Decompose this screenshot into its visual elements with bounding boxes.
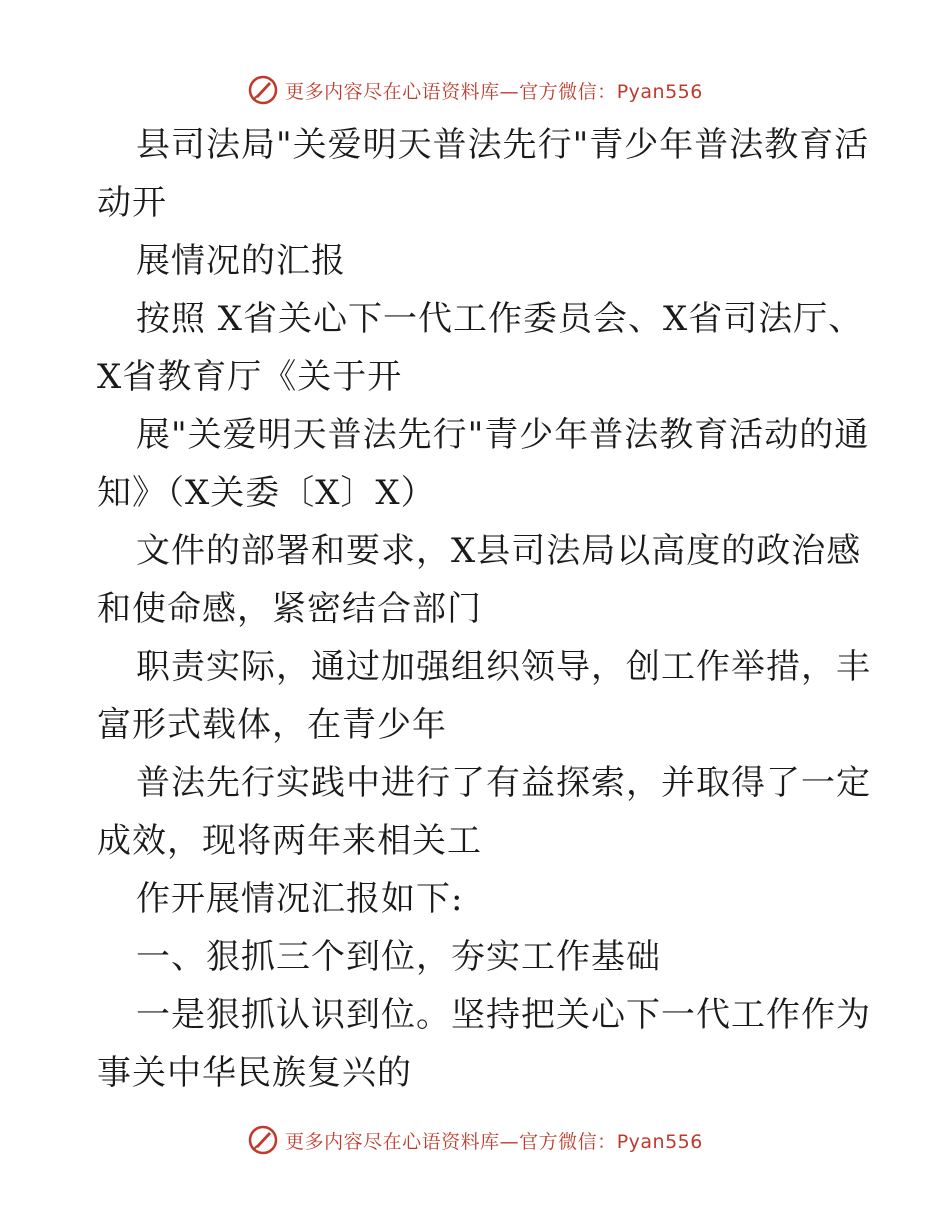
banner-wechat-id: Pyan556 <box>616 80 703 103</box>
paragraph <box>97 638 871 754</box>
banner-text <box>285 77 703 104</box>
document-body <box>97 116 871 1102</box>
paragraph-line: 一、狠抓三个到位，夯实工作基础 <box>136 937 661 977</box>
paragraph <box>97 232 857 290</box>
quill-circle-icon <box>247 74 279 106</box>
paragraph-line: 作开展情况汇报如下: <box>136 879 464 919</box>
paragraph <box>97 116 870 232</box>
paragraph-continuation: 和使命感，紧密结合部门 <box>97 589 482 629</box>
banner-separator: — <box>499 80 520 103</box>
section-heading <box>97 928 857 986</box>
paragraph <box>97 754 871 870</box>
paragraph-continuation: X省教育厅《关于开 <box>97 357 403 397</box>
banner-text <box>285 1127 703 1154</box>
paragraph-continuation: 事关中华民族复兴的 <box>97 1053 412 1093</box>
footer-banner <box>0 1120 950 1160</box>
paragraph <box>97 406 870 522</box>
paragraph-line: 展情况的汇报 <box>136 241 346 281</box>
banner-wechat-id: Pyan556 <box>616 1130 703 1153</box>
paragraph-line: 县司法局"关爱明天普法先行"青少年普法教育活 <box>136 125 870 165</box>
paragraph-continuation: 知》（X关委〔X〕X） <box>97 473 436 513</box>
paragraph-continuation: 动开 <box>97 183 167 223</box>
paragraph-line: 职责实际，通过加强组织领导，创工作举措，丰 <box>136 647 871 687</box>
banner-wechat-label: 官方微信： <box>519 1130 617 1153</box>
paragraph-line: 普法先行实践中进行了有益探索，并取得了一定 <box>136 763 871 803</box>
banner-separator: — <box>499 1130 520 1153</box>
paragraph <box>97 870 857 928</box>
banner-slogan: 更多内容尽在心语资料库 <box>285 80 500 103</box>
quill-circle-icon <box>247 1124 279 1156</box>
paragraph <box>97 290 864 406</box>
header-banner <box>0 70 950 110</box>
banner-slogan: 更多内容尽在心语资料库 <box>285 1130 500 1153</box>
paragraph-line: 按照 X省关心下一代工作委员会、X省司法厅、 <box>136 299 864 339</box>
paragraph <box>97 986 871 1102</box>
paragraph-line: 文件的部署和要求，X县司法局以高度的政治感 <box>136 531 862 571</box>
banner-wechat-label: 官方微信： <box>519 80 617 103</box>
paragraph-continuation: 成效，现将两年来相关工 <box>97 821 482 861</box>
paragraph-line: 一是狠抓认识到位。坚持把关心下一代工作作为 <box>136 995 871 1035</box>
paragraph-continuation: 富形式载体，在青少年 <box>97 705 447 745</box>
paragraph <box>97 522 862 638</box>
paragraph-line: 展"关爱明天普法先行"青少年普法教育活动的通 <box>136 415 870 455</box>
